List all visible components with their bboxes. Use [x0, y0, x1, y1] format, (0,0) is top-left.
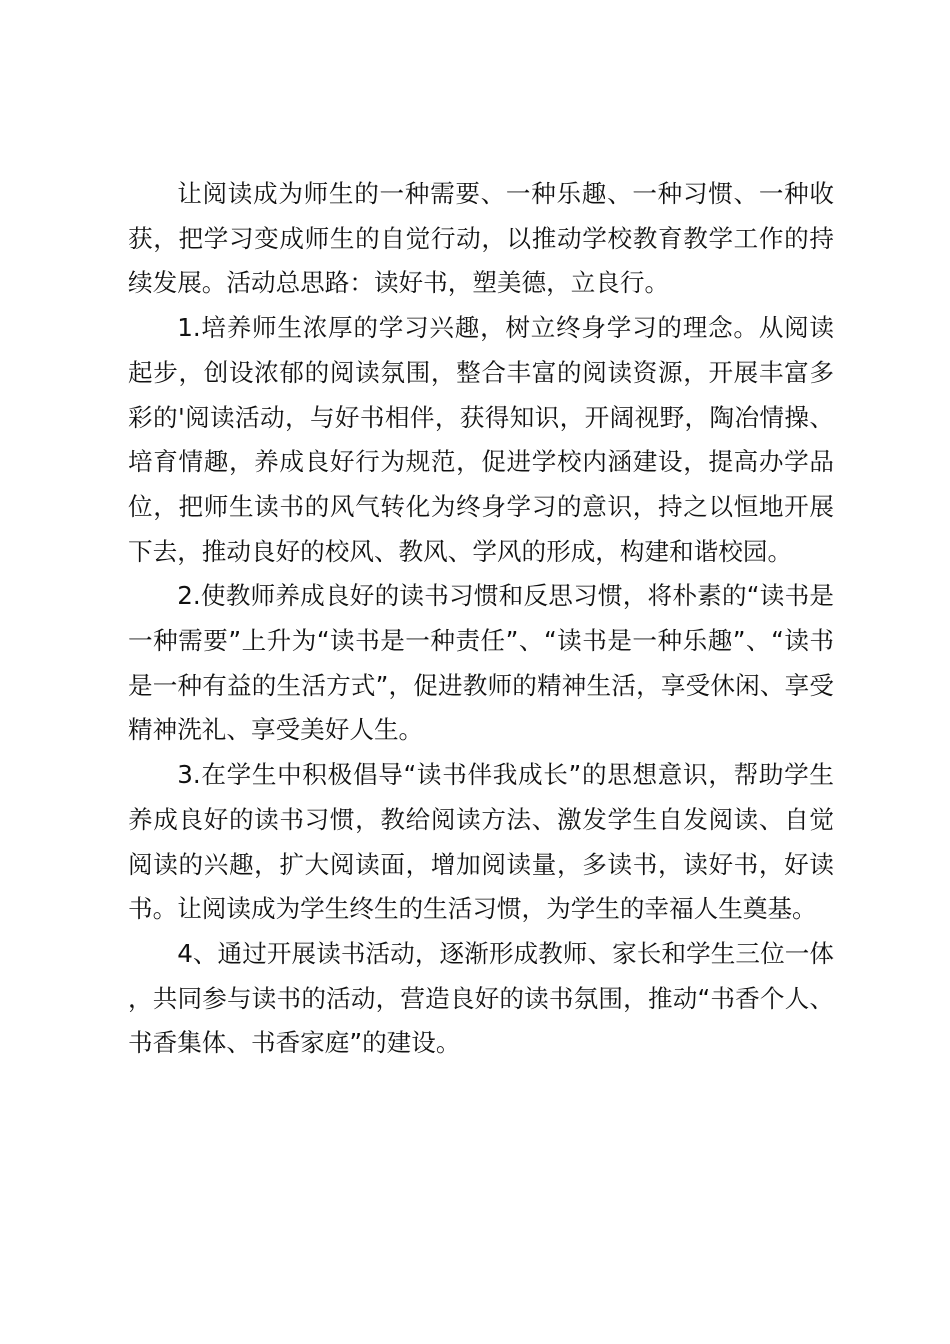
- paragraph-item-2: 2.使教师养成良好的读书习惯和反思习惯，将朴素的“读书是一种需要”上升为“读书是一种责任”、“读书是一种乐趣”、“读书是一种有益的生活方式”，促进教师的精神生活，享受休闲、享受精神洗礼、享受美好人生。: [128, 581, 834, 745]
- document-body: [128, 172, 834, 1066]
- paragraph-item-1: 1.培养师生浓厚的学习兴趣，树立终身学习的理念。从阅读起步，创设浓郁的阅读氛围，整合丰富的阅读资源，开展丰富多彩的'阅读活动，与好书相伴，获得知识，开阔视野，陶冶情操、培育情趣，养成良好行为规范，促进学校内涵建设，提高办学品位，把师生读书的风气转化为终身学习的意识，持之以恒地开展下去，推动良好的校风、教风、学风的形成，构建和谐校园。: [128, 313, 834, 566]
- paragraph-item-4: 4、通过开展读书活动，逐渐形成教师、家长和学生三位一体，共同参与读书的活动，营造良好的读书氛围，推动“书香个人、书香集体、书香家庭”的建设。: [128, 938, 834, 1058]
- paragraph-intro: 让阅读成为师生的一种需要、一种乐趣、一种习惯、一种收获，把学习变成师生的自觉行动，以推动学校教育教学工作的持续发展。活动总思路：读好书，塑美德，立良行。: [128, 179, 834, 298]
- paragraph-item-3: 3.在学生中积极倡导“读书伴我成长”的思想意识，帮助学生养成良好的读书习惯，教给阅读方法、激发学生自发阅读、自觉阅读的兴趣，扩大阅读面，增加阅读量，多读书，读好书，好读书。让阅读成为学生终生的生活习惯，为学生的幸福人生奠基。: [128, 760, 834, 924]
